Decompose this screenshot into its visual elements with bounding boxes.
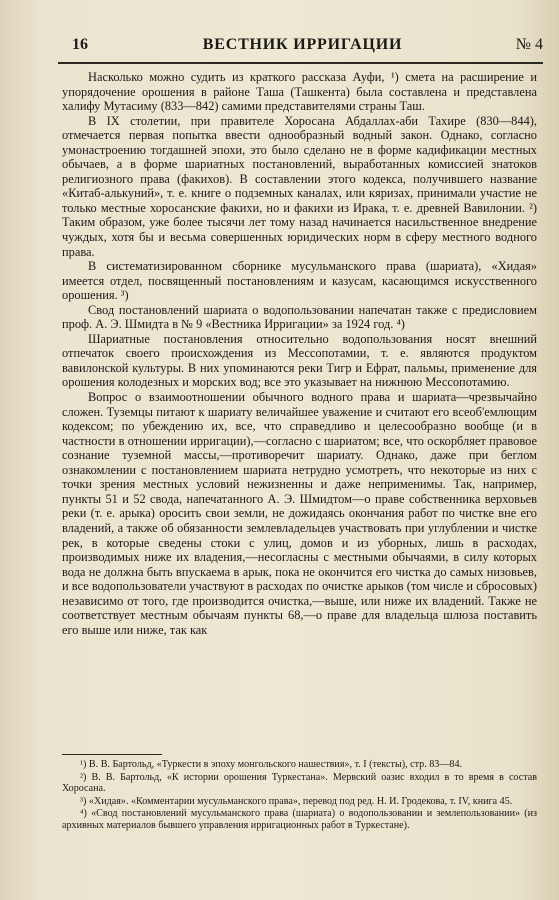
paragraph: Вопрос о взаимоотношении обычного водного права и шариата—чрезвычайно сложен. Туземцы питают к шариату величайшее уважение и считают его всеоб'емлющим кодексом; по убеждению их, все, что справедливо и целесообразно вообще (и в частности в отношении ирригации),—согласно с шариатом; все, что оскорбляет правовое сознание туземной массы,—противоречит шариату. Однако, даже при беглом ознакомлении с постановлением шариата нетрудно усмотреть, что некоторые из них с точки зрения местных условий нежизненны и даже неприменимы. Так, например, пункты 51 и 52 свода, напечатанного А. Э. Шмидтом—о праве собственника верховьев реки (т. е. арыка) оросить свои земли, не дожидаясь окончания работ по чистке вне его владений, а также об обязанности землевладельцев участвовать при углублении и чистке рек, в которые сведены стоки с улиц, домов и из уборных, лишь в расходах, производимых ниже их владения,—несогласны с местными обычаями, в силу которых вода не должна быть впускаема в арык, пока не окончится его чистка до самых низовьев, и все водопользователи участвуют в расходах по очистке арыков (том числе и сбросовых) независимо от того, где производится очистка,—выше, или ниже их владений. Также не соответствует местным обычаям пункты 68,—о праве для владельца шлюза поставить его выше или ниже, так как — [62, 390, 537, 637]
footnote: ¹) В. В. Бартольд, «Туркести в эпоху монгольского нашествия», т. I (тексты), стр. 83—84. — [80, 759, 463, 770]
footnote: ⁴) «Свод постановлений мусульманского права (шариата) о водопользовании и землепользовании» (из архивных материалов бывшего управления ирригационных работ в Туркестане). — [62, 808, 537, 831]
body-text — [62, 70, 537, 637]
paragraph: Насколько можно судить из краткого рассказа Ауфи, ¹) смета на расширение и упорядочение орошения в районе Таша (Ташкента) была составлена и представлена халифу Мутасиму (833—842) самими представителями страны Таш. — [62, 70, 537, 114]
paragraph: В IX столетии, при правителе Хоросана Абдаллах-аби Тахире (830—844), отмечается первая попытка ввести однообразный водный закон. Однако, согласно умонастроению тогдашней эпохи, это было сделано не в форме кадификации местных обычаев, а в форме шариатных постановлений, выработанных комиссией знатоков религиозного права (факихов). В составлении этого кодекса, получившего название «Китаб-алькуний», т. е. книге о подземных каналах, или кяризах, принимали участие не только местные хоросанские факихи, но и факихи из Ирака, т. е. древней Вавилонии. ²) Таким образом, уже более тысячи лет тому назад начинается насильственное внедрение чуждых, хотя бы и весьма совершенных юридических норм в сферу местного водного права. — [62, 113, 537, 259]
footnote: ²) В. В. Бартольд, «К истории орошения Туркестана». Мервский оазис входил в то время в состав Хоросана. — [62, 771, 537, 795]
footnotes — [62, 759, 537, 833]
issue-number: № 4 — [515, 36, 543, 53]
running-title: ВЕСТНИК ИРРИГАЦИИ — [202, 36, 403, 53]
paragraph: Шариатные постановления относительно водопользования носят внешний отпечаток своего происхождения из Мессопотамии, т. е. являются продуктом вавилонской культуры. В них упоминаются реки Тигр и Ефрат, пальмы, применение для орошения колодезных и морских вод; все это указывает на нижнюю Мессопотамию. — [62, 331, 537, 390]
footnote: ³) «Хидая». «Комментарии мусульманского права», перевод под ред. Н. И. Гродекова, т. IV, книга 45. — [80, 795, 513, 807]
paragraph: Свод постановлений шариата о водопользовании напечатан также с предисловием проф. А. Э. Шмидта в № 9 «Вестника Ирригации» за 1924 год. ⁴) — [62, 302, 537, 332]
header-rule — [58, 62, 543, 64]
page-number: 16 — [72, 36, 88, 53]
page-header — [60, 34, 545, 60]
footnote-rule — [62, 754, 162, 755]
paragraph: В систематизированном сборнике мусульманского права (шариата), «Хидая» имеется отдел, посвященный постановлениям и казусам, касающимся искусственного орошения. ³) — [62, 259, 537, 303]
